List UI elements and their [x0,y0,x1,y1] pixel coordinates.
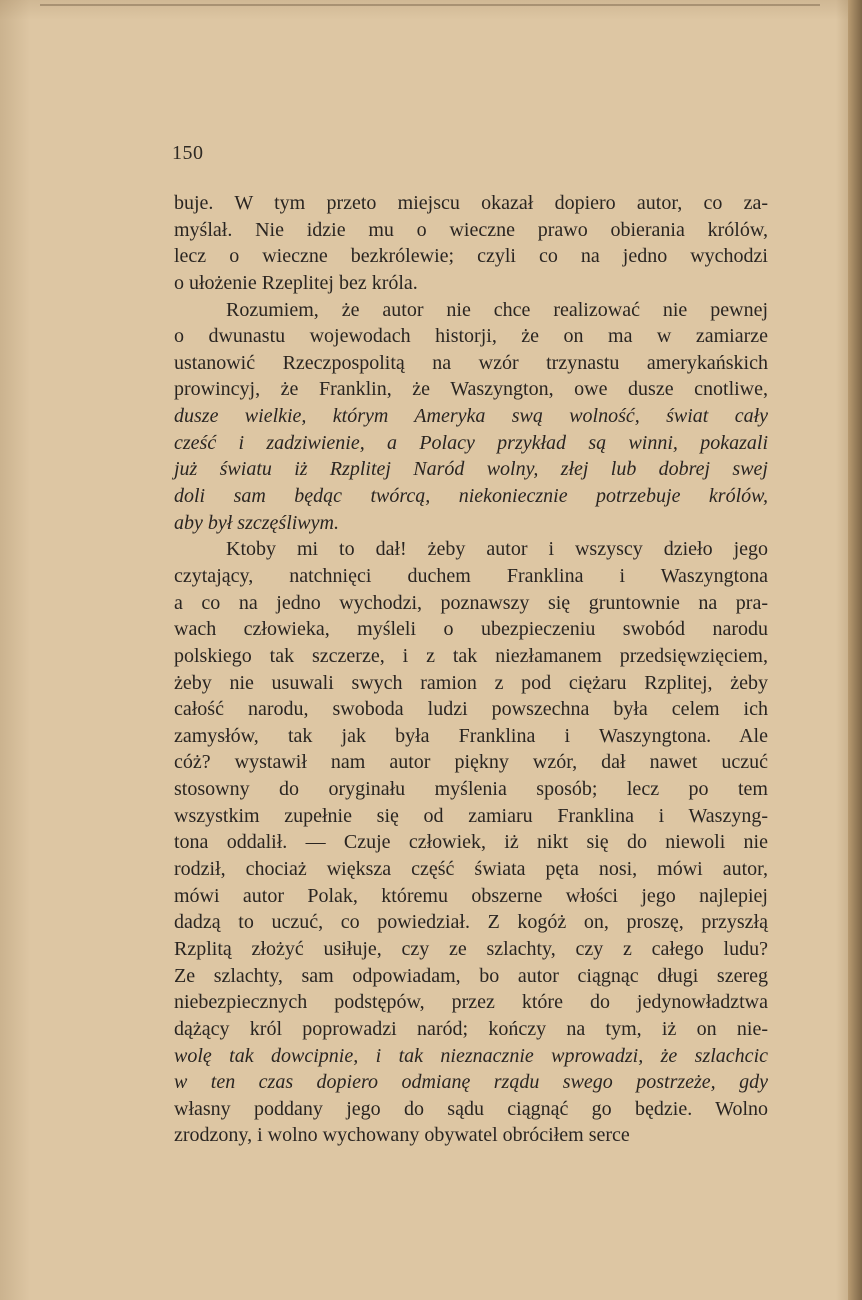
body-text [174,190,768,1149]
text-line: dadzą to uczuć, co powiedział. Z kogóż on, proszę, przyszłą [174,911,768,934]
text-line: rodził, chociaż większa część świata pęta nosi, mówi autor, [174,858,768,881]
text-line: wolę tak dowcipnie, i tak nieznacznie wprowadzi, że szlachcic [174,1044,768,1067]
text-line: tona oddalił. — Czuje człowiek, iż nikt się do niewoli nie [174,831,768,854]
text-line: żeby nie usuwali swych ramion z pod ciężaru Rzplitej, żeby [174,671,768,694]
text-line: czytający, natchnięci duchem Franklina i Waszyngtona [174,564,768,587]
text-line: własny poddany jego do sądu ciągnąć go będzie. Wolno [174,1097,768,1120]
text-line: Rozumiem, że autor nie chce realizować nie pewnej [226,298,768,321]
text-line: w ten czas dopiero odmianę rządu swego postrzeże, gdy [174,1071,768,1094]
text-line: myślał. Nie idzie mu o wieczne prawo obierania królów, [174,218,768,241]
text-line: polskiego tak szczerze, i z tak niezłamanem przedsięwzięciem, [174,644,768,667]
text-line: zrodzony, i wolno wychowany obywatel obróciłem serce [174,1124,630,1147]
text-line: już światu iż Rzplitej Naród wolny, złej lub dobrej swej [174,458,768,481]
text-line: dusze wielkie, którym Ameryka swą wolność, świat cały [174,405,768,428]
text-line: zamysłów, tak jak była Franklina i Waszyngtona. Ale [174,724,768,747]
page-top-edge [40,4,820,6]
text-line: doli sam będąc twórcą, niekoniecznie potrzebuje królów, [174,485,768,508]
text-line: niebezpiecznych podstępów, przez które do jedynowładztwa [174,991,768,1014]
text-line: Ze szlachty, sam odpowiadam, bo autor ciągnąc długi szereg [174,964,768,987]
page-number: 150 [172,142,204,164]
text-line: o dwunastu wojewodach historji, że on ma w zamiarze [174,325,768,348]
text-line: cóż? wystawił nam autor piękny wzór, dał nawet uczuć [174,751,768,774]
text-line: ustanowić Rzeczpospolitą na wzór trzynastu amerykańskich [174,351,768,374]
text-line: Ktoby mi to dał! żeby autor i wszyscy dzieło jego [226,538,768,561]
text-line: aby był szczęśliwym. [174,511,339,534]
text-line: cześć i zadziwienie, a Polacy przykład są winni, pokazali [174,431,768,454]
text-line: wach człowieka, myśleli o ubezpieczeniu swobód narodu [174,618,768,641]
text-line: Rzplitą złożyć usiłuje, czy ze szlachty, czy z całego ludu? [174,937,768,960]
text-line: buje. W tym przeto miejscu okazał dopiero autor, co za- [174,192,768,214]
text-line: stosowny do oryginału myślenia sposób; lecz po tem [174,778,768,801]
page-right-edge [848,0,862,1300]
text-line: mówi autor Polak, któremu obszerne włości jego najlepiej [174,884,768,907]
text-line: wszystkim zupełnie się od zamiaru Franklina i Waszyng- [174,804,768,827]
text-line: a co na jedno wychodzi, poznawszy się gruntownie na pra- [174,591,768,614]
text-line: o ułożenie Rzeplitej bez króla. [174,271,418,294]
text-line: lecz o wieczne bezkrólewie; czyli co na jedno wychodzi [174,245,768,268]
text-line: dążący król poprowadzi naród; kończy na tym, iż on nie- [174,1017,768,1040]
text-line: całość narodu, swoboda ludzi powszechna była celem ich [174,698,768,721]
text-line: prowincyj, że Franklin, że Waszyngton, owe dusze cnotliwe, [174,378,768,401]
